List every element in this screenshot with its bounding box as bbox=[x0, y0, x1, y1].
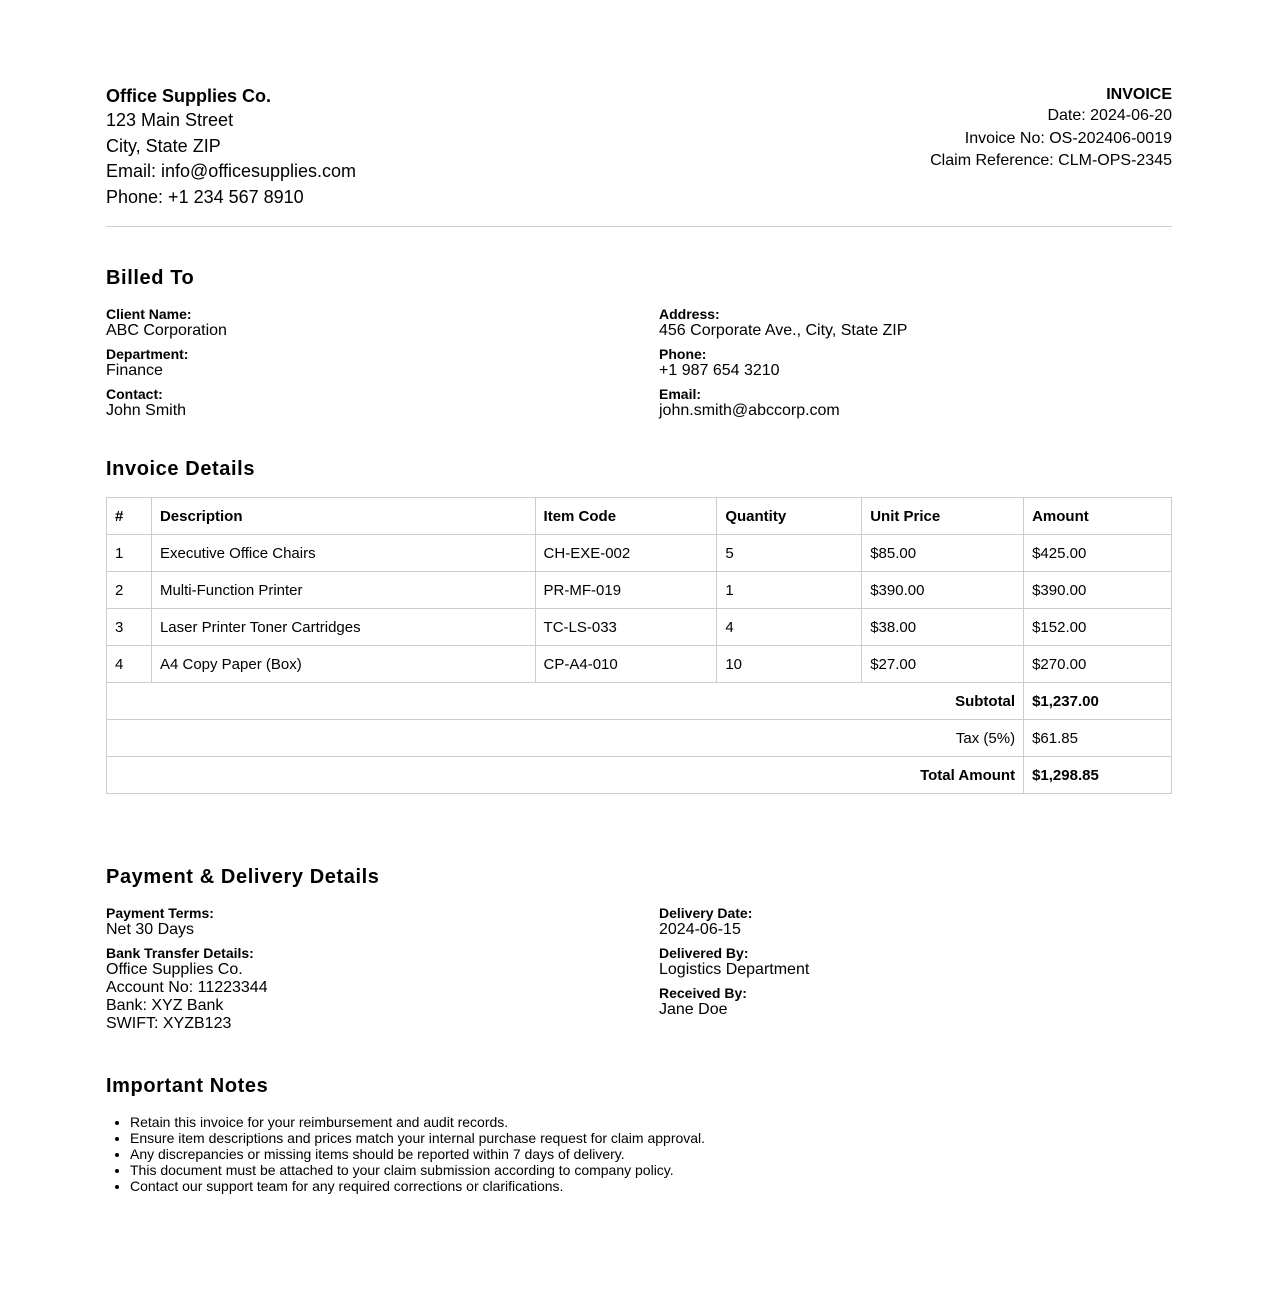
item-quantity: 5 bbox=[717, 535, 862, 572]
invoice-number: Invoice No: OS-202406-0019 bbox=[964, 129, 1172, 147]
seller-address-line-2: City, State ZIP bbox=[106, 135, 221, 156]
seller-name: Office Supplies Co. bbox=[106, 86, 272, 106]
items-table bbox=[106, 497, 1172, 794]
invoice-title: INVOICE bbox=[1106, 86, 1172, 103]
item-code: CH-EXE-002 bbox=[535, 535, 717, 572]
item-quantity: 1 bbox=[717, 572, 862, 609]
list-item: • Retain this invoice for your reimbursement and audit records. bbox=[130, 1114, 705, 1130]
client-name: ABC Corporation bbox=[106, 322, 227, 339]
department-label: Department: bbox=[106, 346, 189, 362]
payment-terms: Net 30 Days bbox=[106, 921, 195, 938]
item-quantity: 4 bbox=[717, 609, 862, 646]
item-amount: $152.00 bbox=[1024, 609, 1172, 646]
item-description: Executive Office Chairs bbox=[151, 535, 535, 572]
item-code: TC-LS-033 bbox=[535, 609, 717, 646]
item-unit-price: $27.00 bbox=[862, 646, 1024, 683]
bank-swift: SWIFT: XYZB123 bbox=[106, 1015, 232, 1032]
column-header: Quantity bbox=[717, 498, 862, 535]
contact-label: Contact: bbox=[106, 386, 163, 402]
item-amount: $390.00 bbox=[1024, 572, 1172, 609]
seller-info bbox=[106, 84, 356, 210]
subtotal-value: $1,237.00 bbox=[1024, 683, 1172, 720]
row-number: 4 bbox=[107, 646, 152, 683]
item-description: Multi-Function Printer bbox=[151, 572, 535, 609]
column-header: # bbox=[107, 498, 152, 535]
email-label: Email: bbox=[659, 386, 702, 402]
invoice-details-heading: Invoice Details bbox=[106, 458, 256, 480]
payment-left bbox=[106, 905, 626, 1033]
client-name-label: Client Name: bbox=[106, 306, 192, 322]
invoice-date: Date: 2024-06-20 bbox=[1047, 107, 1172, 124]
item-amount: $425.00 bbox=[1024, 535, 1172, 572]
table-header-row bbox=[107, 498, 1172, 535]
header-divider bbox=[106, 226, 1172, 227]
client-phone: +1 987 654 3210 bbox=[659, 362, 780, 379]
delivery-date-label: Delivery Date: bbox=[659, 905, 753, 921]
tax-label: Tax (5%) bbox=[107, 720, 1024, 757]
received-by: Jane Doe bbox=[659, 1001, 728, 1018]
subtotal-row bbox=[107, 683, 1172, 720]
billed-to-left bbox=[106, 306, 626, 426]
bank-name: Office Supplies Co. bbox=[106, 961, 243, 978]
delivered-by: Logistics Department bbox=[659, 961, 810, 978]
delivery-right bbox=[659, 905, 1179, 1025]
seller-address-line-1: 123 Main Street bbox=[106, 110, 234, 130]
column-header: Unit Price bbox=[862, 498, 1024, 535]
delivery-date: 2024-06-15 bbox=[659, 921, 741, 938]
total-value: $1,298.85 bbox=[1024, 757, 1172, 794]
list-item: • Contact our support team for any required corrections or clarifications. bbox=[130, 1178, 705, 1194]
column-header: Amount bbox=[1024, 498, 1172, 535]
address-label: Address: bbox=[659, 306, 720, 322]
billed-to-right bbox=[659, 306, 1179, 426]
table-row bbox=[107, 572, 1172, 609]
table-row bbox=[107, 535, 1172, 572]
total-row bbox=[107, 757, 1172, 794]
item-code: CP-A4-010 bbox=[535, 646, 717, 683]
item-code: PR-MF-019 bbox=[535, 572, 717, 609]
list-item: • Ensure item descriptions and prices match your internal purchase request for claim approval. bbox=[130, 1130, 705, 1146]
table-row bbox=[107, 646, 1172, 683]
payment-delivery-heading: Payment & Delivery Details bbox=[106, 866, 380, 888]
delivered-by-label: Delivered By: bbox=[659, 945, 749, 961]
table-row bbox=[107, 609, 1172, 646]
item-quantity: 10 bbox=[717, 646, 862, 683]
bank: Bank: XYZ Bank bbox=[106, 997, 224, 1014]
contact: John Smith bbox=[106, 402, 187, 419]
item-description: Laser Printer Toner Cartridges bbox=[151, 609, 535, 646]
bank-account: Account No: 11223344 bbox=[106, 979, 268, 996]
subtotal-label: Subtotal bbox=[107, 683, 1024, 720]
seller-phone: Phone: +1 234 567 8910 bbox=[106, 186, 304, 207]
item-description: A4 Copy Paper (Box) bbox=[151, 646, 535, 683]
client-email: john.smith@abccorp.com bbox=[659, 402, 840, 419]
item-unit-price: $85.00 bbox=[862, 535, 1024, 572]
row-number: 1 bbox=[107, 535, 152, 572]
received-by-label: Received By: bbox=[659, 985, 747, 1001]
item-unit-price: $38.00 bbox=[862, 609, 1024, 646]
notes-list bbox=[106, 1114, 705, 1194]
phone-label: Phone: bbox=[659, 346, 707, 362]
important-notes-heading: Important Notes bbox=[106, 1075, 269, 1097]
row-number: 2 bbox=[107, 572, 152, 609]
list-item: • Any discrepancies or missing items should be reported within 7 days of delivery. bbox=[130, 1146, 705, 1162]
row-number: 3 bbox=[107, 609, 152, 646]
invoice-meta bbox=[930, 84, 1172, 173]
column-header: Description bbox=[151, 498, 535, 535]
payment-terms-label: Payment Terms: bbox=[106, 905, 214, 921]
total-label: Total Amount bbox=[107, 757, 1024, 794]
tax-value: $61.85 bbox=[1024, 720, 1172, 757]
item-unit-price: $390.00 bbox=[862, 572, 1024, 609]
billed-to-heading: Billed To bbox=[106, 267, 195, 289]
tax-row bbox=[107, 720, 1172, 757]
client-address: 456 Corporate Ave., City, State ZIP bbox=[659, 322, 908, 339]
department: Finance bbox=[106, 362, 163, 379]
column-header: Item Code bbox=[535, 498, 717, 535]
item-amount: $270.00 bbox=[1024, 646, 1172, 683]
claim-reference: Claim Reference: CLM-OPS-2345 bbox=[930, 152, 1172, 169]
list-item: • This document must be attached to your claim submission according to company policy. bbox=[130, 1162, 705, 1178]
seller-email: Email: info@officesupplies.com bbox=[106, 161, 357, 181]
bank-details-label: Bank Transfer Details: bbox=[106, 945, 254, 961]
